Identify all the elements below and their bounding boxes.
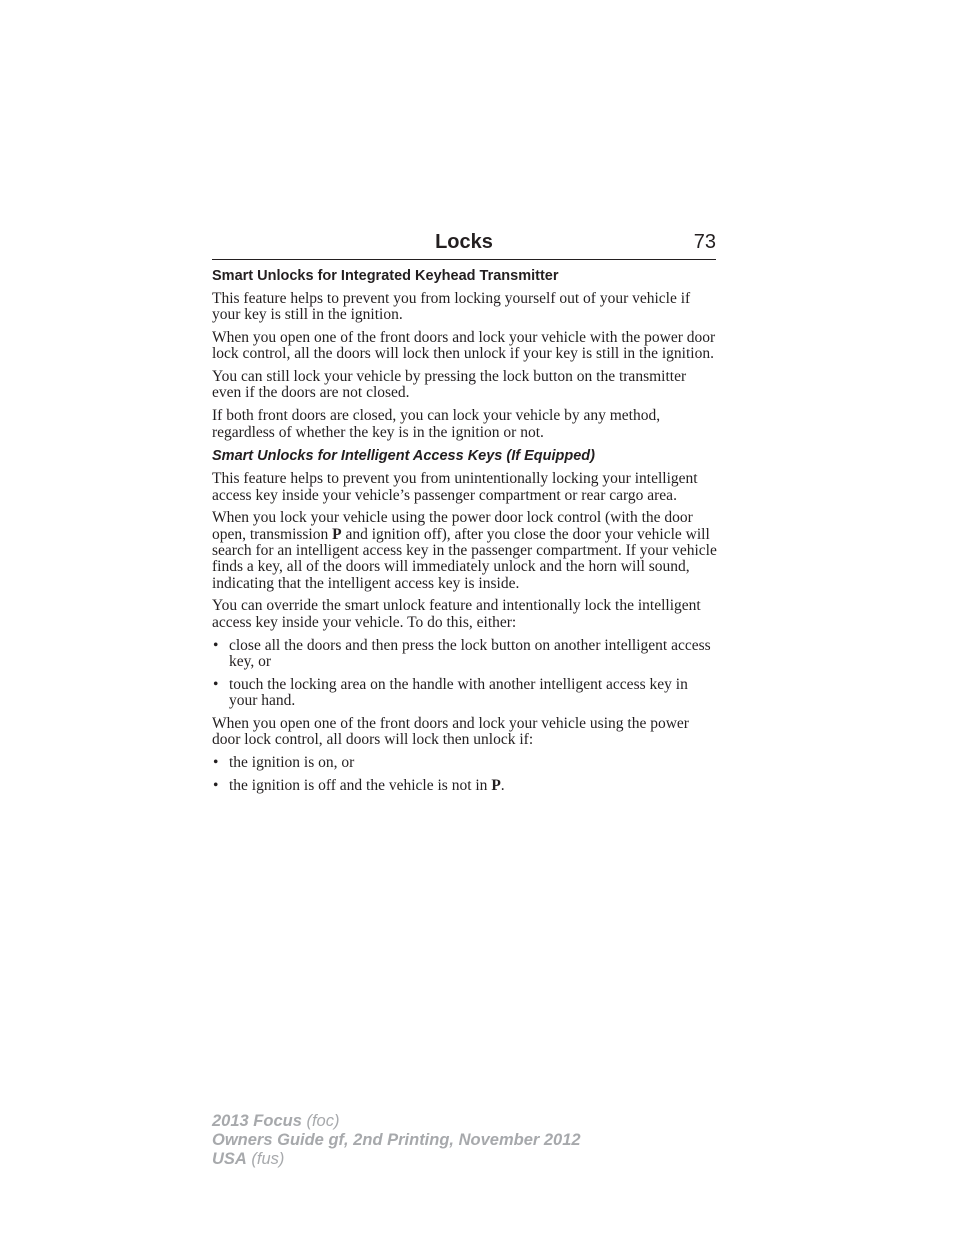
- text-span: .: [500, 776, 505, 794]
- paragraph: You can override the smart unlock feature and intentionally lock the intelligent access key inside your vehicle. To do this, either:: [212, 597, 701, 631]
- text-span: When you lock your vehicle using the power door lock control (with the door open, transmission: [212, 509, 693, 543]
- list-item-text: the ignition is off and the vehicle is not in: [229, 776, 492, 794]
- paragraph: This feature helps to prevent you from locking yourself out of your vehicle if your key is still in the ignition.: [212, 290, 691, 324]
- section-title: Locks: [435, 231, 493, 253]
- list-item: [212, 755, 718, 771]
- footer-model-code: (foc): [301, 1112, 340, 1130]
- paragraph: If both front doors are closed, you can lock your vehicle by any method, regardless of whether the key is in the ignition or not.: [212, 407, 661, 441]
- list-item: [212, 778, 718, 794]
- paragraph: This feature helps to prevent you from unintentionally locking your intelligent access key inside your vehicle’s passenger compartment or rear cargo area.: [212, 470, 698, 504]
- footer-printing-line: [212, 1131, 581, 1150]
- footer-region-line: [212, 1150, 581, 1169]
- bullet-list: [212, 755, 718, 794]
- footer-printing: Owners Guide gf, 2nd Printing, November 2012: [212, 1131, 581, 1149]
- list-item: [212, 677, 718, 710]
- page-header: [212, 229, 716, 260]
- section-heading-keyhead-transmitter: Smart Unlocks for Integrated Keyhead Transmitter: [212, 268, 559, 284]
- bullet-icon: •: [213, 636, 219, 654]
- section-heading-intelligent-access: Smart Unlocks for Intelligent Access Keys (If Equipped): [212, 448, 595, 465]
- bullet-icon: •: [213, 675, 219, 693]
- gear-position-p: P: [332, 525, 342, 543]
- paragraph: [212, 510, 718, 591]
- footer-region: USA: [212, 1150, 247, 1168]
- list-item-text: close all the doors and then press the lock button on another intelligent access key, or: [229, 636, 711, 670]
- bullet-icon: •: [213, 753, 219, 771]
- list-item: [212, 638, 718, 671]
- text-span: and ignition off), after you close the door your vehicle will search for an intelligent access key in the passenger compartment. If your vehicle finds a key, all of the doors will immediately unlock and the horn will sound, indicating that the intelligent access key is inside.: [212, 525, 717, 592]
- list-item-text: the ignition is on, or: [229, 753, 355, 771]
- footer-region-code: (fus): [246, 1150, 285, 1168]
- page-number: 73: [693, 231, 716, 253]
- list-item-text: touch the locking area on the handle with another intelligent access key in your hand.: [229, 675, 688, 709]
- page-content: [212, 267, 718, 800]
- paragraph: When you open one of the front doors and lock your vehicle with the power door lock control, all the doors will lock then unlock if your key is still in the ignition.: [212, 329, 716, 363]
- footer-model: 2013 Focus: [212, 1112, 302, 1130]
- bullet-list: [212, 638, 718, 710]
- page-footer: [212, 1112, 581, 1169]
- paragraph: You can still lock your vehicle by pressing the lock button on the transmitter even if the doors are not closed.: [212, 368, 687, 402]
- bullet-icon: •: [213, 776, 219, 794]
- paragraph: When you open one of the front doors and lock your vehicle using the power door lock control, all doors will lock then unlock if:: [212, 714, 689, 749]
- footer-model-line: [212, 1112, 581, 1131]
- gear-position-p: P: [491, 776, 501, 794]
